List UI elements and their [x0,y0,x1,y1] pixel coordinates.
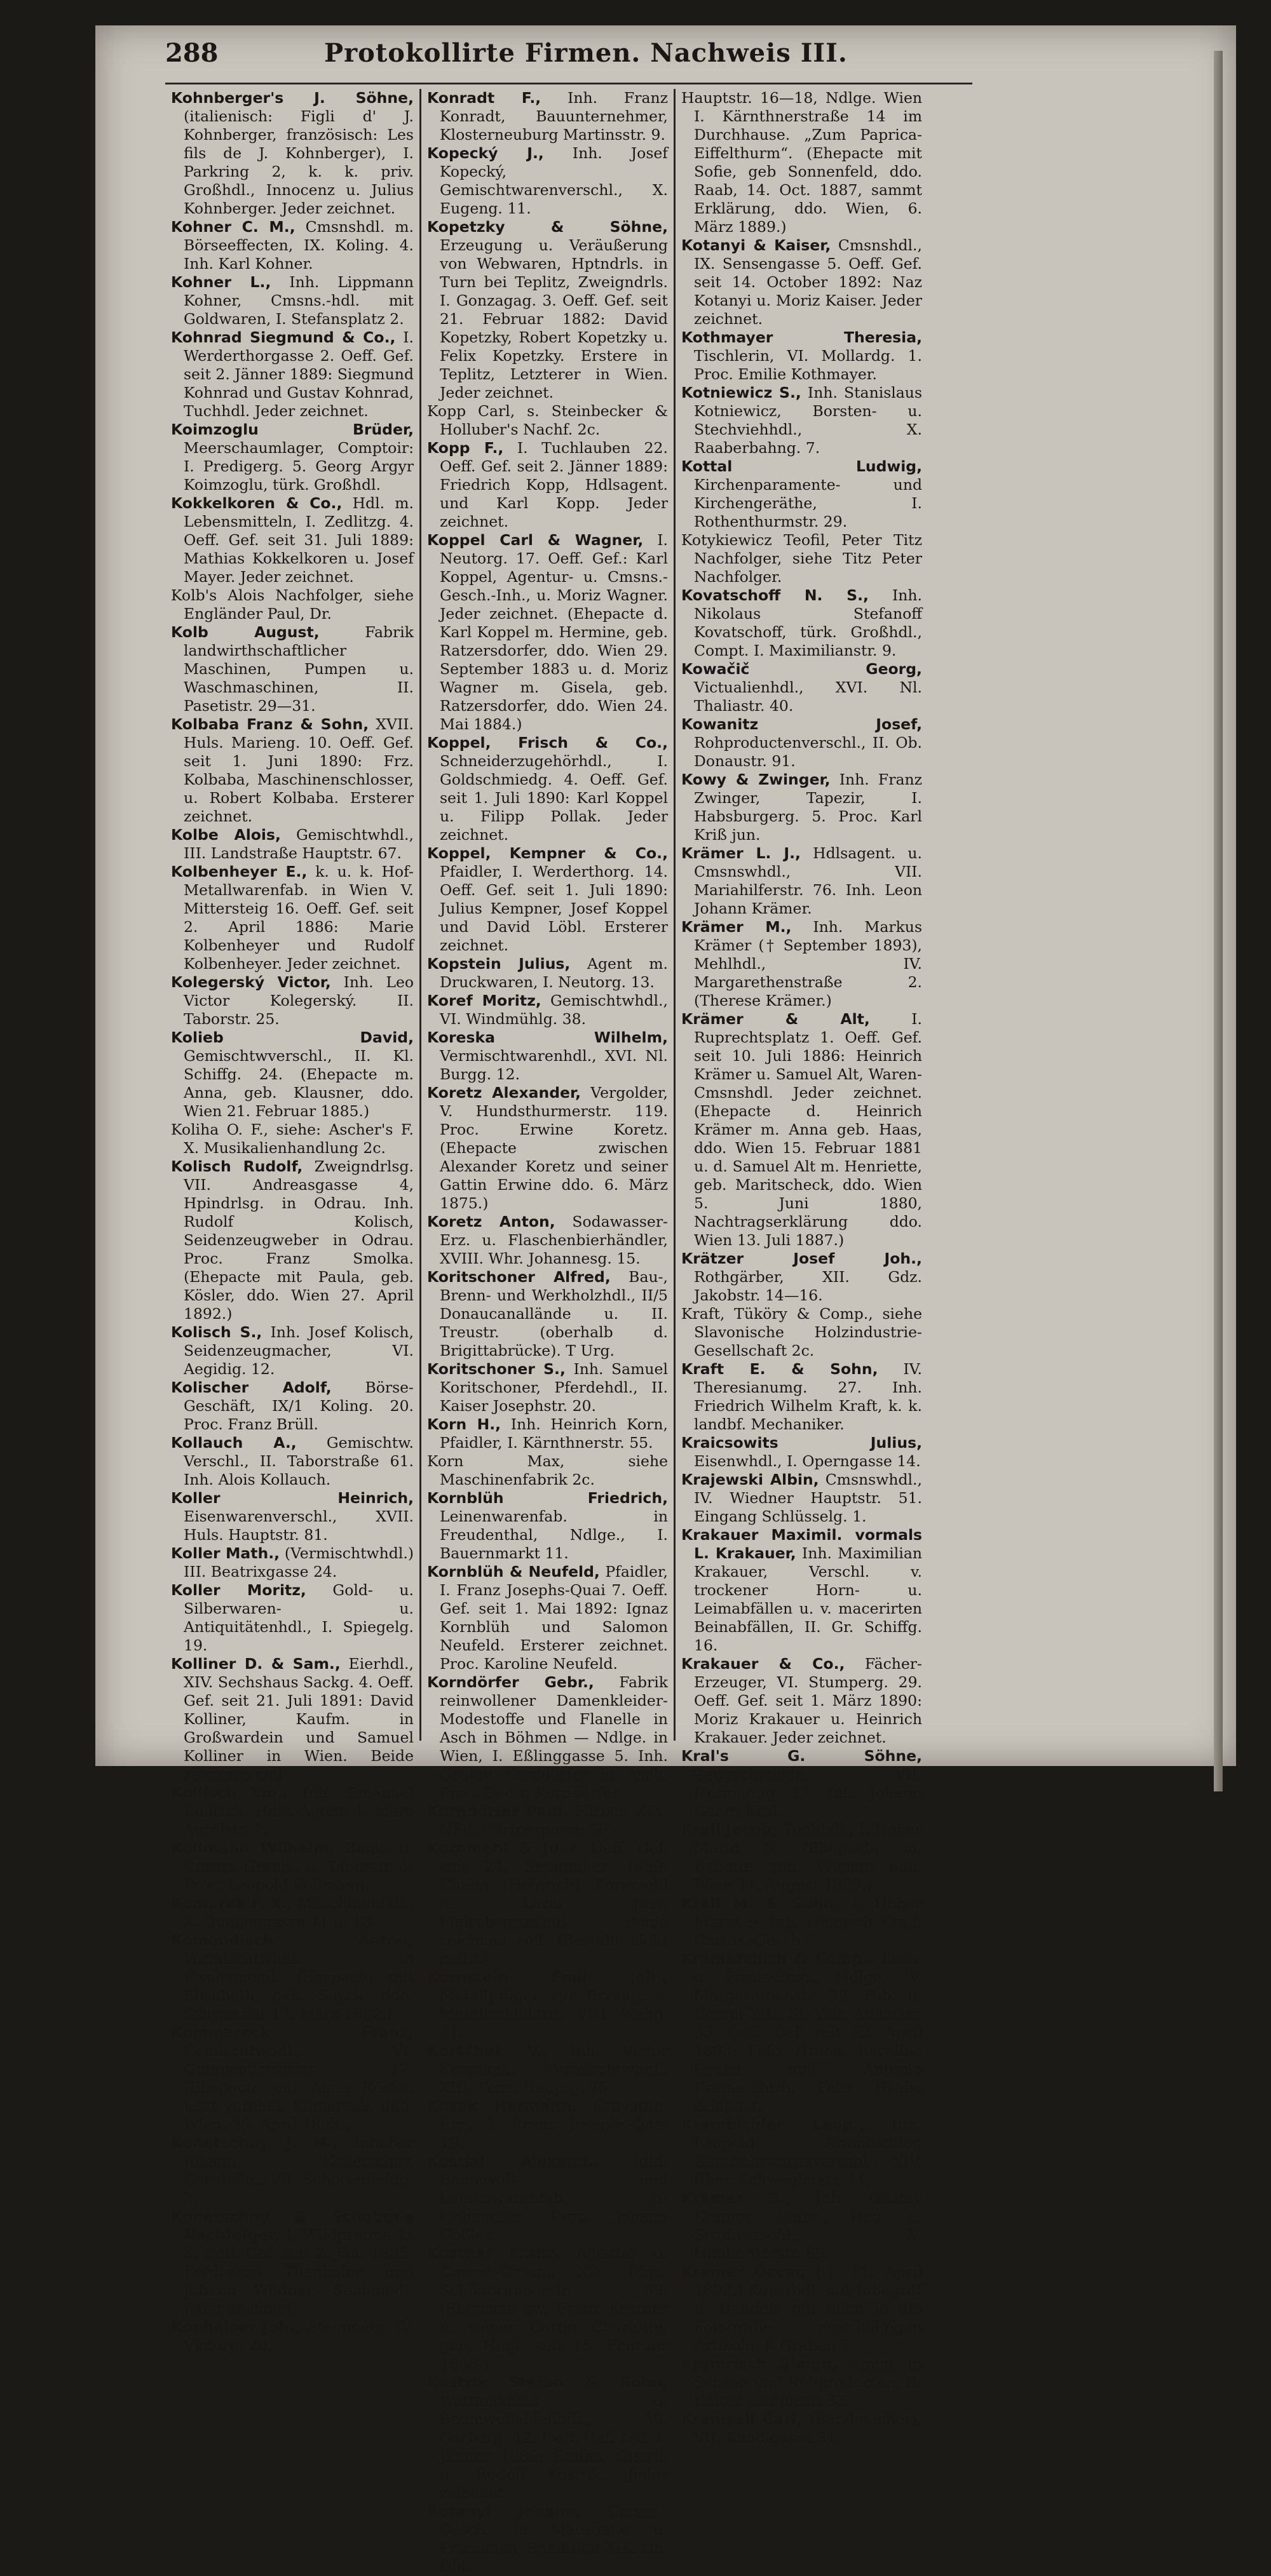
firm-name: Kohner C. M., [171,218,296,236]
firm-details: Bau-, Brenn- und Werkholzhdl., II/5 Donaucanallände u. II. Treustr. (oberhalb d. Brigittabrücke). T Urg. [440,1268,668,1359]
firm-details: Gemischtwverschl., II. Kl. Schiffg. 24. (Ehepacte m. Anna, geb. Klausner, ddo. Wien 21. Februar 1885.) [184,1047,414,1120]
firm-name: Kraft E. & Sohn, [681,1360,878,1378]
firm-name: Kolischer Adolf, [171,1379,332,1396]
firm-details: XVII. Huls. Marieng. 10. Oeff. Gef. seit 1. Juni 1890: Frz. Kolbaba, Maschinenschlosser, u. Robert Kolbaba. Ersterer zeichnet. [184,715,414,825]
firm-name: Koretz Anton, [427,1213,555,1231]
firm-entry [171,1784,414,1839]
firm-entry [681,1526,922,1655]
firm-entry [171,1028,414,1121]
firm-name: Kottal Ludwig, [681,457,922,475]
firm-entry [171,863,414,973]
column-1 [165,89,419,2354]
firm-details: Victualienhdl., XVI. Nl. Thaliastr. 40. [694,678,922,715]
firm-entry [681,1894,922,1950]
firm-entry [427,1968,668,2042]
firm-entry [681,457,922,531]
firm-entry [681,1471,922,1526]
firm-entry [427,531,668,734]
firm-details: Vermischtwarenhdl., XVI. Nl. Burgg. 12. [440,1047,668,1083]
firm-entry [427,2042,668,2097]
firm-entry [171,273,414,328]
firm-entry [171,2208,414,2318]
firm-name: Koref Moritz, [427,992,541,1009]
firm-details: Gemischtwhdl., VI. Gumpendorferstr. 17. (Ehepacte mit Anna Rösler, jetzt verehel. Komareck, ddo. Wien, 25. April 1893.) [184,2042,414,2133]
firm-name: Kohner L., [171,273,271,291]
firm-entry [681,2115,922,2189]
firm-name: Korn H., [427,1415,501,1433]
firm-entry [681,1821,922,1894]
firm-details: Hdlsagent. u. Cmsnswhdl., VII. Mariahilferstr. 76. Inh. Leon Johann Krämer. [694,844,922,917]
firm-details: Inh. Stanislaus Kotniewicz, Borsten- u. Stechviehhdl., X. Raaberbahng. 7. [694,384,922,457]
firm-entry [427,1839,668,1968]
firm-details: I. Werderthorgasse 2. Oeff. Gef. seit 2. Jänner 1889: Siegmund Kohnrad und Gustav Kohnrad, Tuchhdl. Jeder zeichnet. [184,328,414,420]
firm-name: Korndörfer Paul, [427,1802,569,1820]
firm-details: k. u. k. Hof-Metallwarenfab. in Wien V. Mittersteig 16. Oeff. Gef. seit 2. April 1886: Marie Kolbenheyer und Rudolf Kolbenheyer. Jeder zeichnet. [184,863,414,973]
firm-name: Kopetzky & Söhne, [427,218,668,236]
firm-name: Kopp F., [427,439,504,457]
firm-name: Kral's G. Söhne, [681,1747,922,1765]
firm-name: Kokkelkoren & Co., [171,494,343,512]
firm-entry [681,236,922,328]
firm-details: Pfaidler, I. Franz Josephs-Quai 7. Oeff. Gef. seit 1. Mai 1892: Ignaz Kornblüh und Salomon Neufeld. Ersterer zeichnet. Proc. Karoline Neufeld. [440,1563,668,1673]
firm-details: Gold- u. Silberwaren- u. Antiquitätenhdl., I. Spiegelg. 19. [184,1581,414,1654]
firm-entry [171,826,414,863]
firm-details: Cmsnswhdl., IV. Wiedner Hauptstr. 51. Eingang Schlüsselg. 1. [694,1471,922,1525]
firm-entry [681,2263,922,2355]
firm-name: Koreska Wilhelm, [427,1028,668,1046]
firm-name: Koppel, Frisch & Co., [427,734,668,752]
firm-entry [171,1544,414,1581]
firm-entry [681,715,922,771]
firm-name: Kotniewicz S., [681,384,801,401]
firm-entry [427,89,668,144]
firm-details: Kopp Carl, s. Steinbecker & Holluber's Nachf. 2c. [427,402,668,438]
firm-entry [171,218,414,273]
firm-details: Fächer-Erzeuger, VI. Stumperg. 29. Oeff. Gef. seit 1. März 1890: Moriz Krakauer u. Heinrich Krakauer. Jeder zeichnet. [694,1655,922,1746]
firm-name: Kornblüh Friedrich, [427,1489,668,1507]
firm-details: Gemischtwhdl., VI. Windmühlg. 38. [440,992,668,1028]
firm-details: (Bandmacher), VII. Kandlgasse 31. [694,2410,922,2446]
firm-name: Krämer L. J., [681,844,801,862]
firm-entry [427,218,668,402]
firm-name: Krall Jacob, [681,1821,778,1838]
firm-details: Meerschaumlager, Comptoir: I. Predigerg. 5. Georg Argyr Koimzoglu, türk. Großhdl. [184,439,414,494]
firm-name: Kostrik Stefan & Sohn, [427,2373,668,2391]
firm-details: Oeff. Gef. seit 24. September 1889: Chaim (Heinrich) Kornmehl u. Lazar Juer, Fleischcmsnshdl. Beide zeichnen coll. (Besteht nicht mehr.) [440,1839,668,1967]
firm-name: Kolbaba Franz & Sohn, [171,715,369,733]
firm-entry [427,1489,668,1563]
firm-details: Cmsns.-Gesch. in Materialw. u. Producten, Spedition XIX. Ob. Dbl. [440,2502,668,2575]
firm-entry [427,1028,668,1084]
firm-name: Komendisch Anton, [171,1931,414,1949]
firm-entry [427,1452,668,1489]
firm-name: Krakauer Maximil. vormals L. Krakauer, [681,1526,922,1562]
firm-details: Inh. Leopold Krambichler, Gemischtwarenverschl., XIV. Rhm. Schweglerstr. 11. [694,2115,922,2188]
firm-details: Börse-Geschäft, IX/1 Koling. 20. Proc. Franz Brüll. [184,1379,414,1433]
firm-details: Steinmetz, IV. Victorg. 20. [184,2318,414,2354]
firm-details: I. Neutorg. 17. Oeff. Gef.: Karl Koppel, Agentur- u. Cmsns.-Gesch.-Inh., u. Moriz Wagner. Jeder zeichnet. (Ehepacte d. Karl Koppel m. Hermine, geb. Ratzersdorfer, ddo. Wien 29. September 1883 u. d. Moriz Wagner m. Gisela, geb. Ratzersdorfer, ddo. Wien 24. Mai 1884.) [440,531,668,733]
firm-entry [681,1747,922,1821]
firm-details: Cravaten-Erz., I. Franz Josephs-Quai 19. [440,2097,668,2152]
firm-entry [171,2318,414,2355]
firm-details: Eisenwarenverschl., XVII. Huls. Hauptstr. 81. [184,1507,414,1544]
firm-name: Kolliner D. & Sam., [171,1655,341,1673]
firm-name: Korndörfer Gebr., [427,1673,594,1691]
firm-entry [171,2134,414,2208]
firm-details: Eisenwhdl., I. Operngasse 14. [694,1452,921,1470]
firm-entry [171,2023,414,2134]
firm-entry [681,2355,922,2410]
firm-entry [681,1434,922,1471]
firm-name: Krätzer Josef Joh., [681,1250,922,1267]
firm-entry [171,1931,414,2023]
firm-name: Koritschoner Alfred, [427,1268,611,1286]
firm-entry [171,586,414,623]
firm-details: IV. Theresianumg. 27. Inh. Friedrich Wilhelm Kraft, k. k. landbf. Mechaniker. [694,1360,922,1433]
firm-details: Inh. Gustav Kramer, Hafer-, Heu- u. Strohverschl., X. Himbergerstr. 69. [694,2189,922,2262]
firm-entry [681,844,922,918]
firm-entry [427,1802,668,1839]
firm-details: Vermischtwhdl. in Fischamend. (Ehepacte mit Elisabeth, geb. Sayek, ddo. Schwechat 17. März 1882.) [184,1950,414,2023]
firm-entry [681,1655,922,1747]
firm-name: Kopecký J., [427,144,544,162]
header-rule [165,83,972,84]
firm-entry [681,1360,922,1434]
firm-name: Kolbe Alois, [171,826,281,844]
firm-name: Komarek F. X., [171,1894,293,1912]
firm-details: Lack- u. Firnis-Erzg., Ndlge. IV. Margarethenstr. 39, Fab. u. Compt XIII. St. Veit, Auhofstr. 33. Oeff. Gef. seit 22. April 1893: Felix Hraba, Karoline Hraba und Antonia Kramarzhizh. Felix Hraba zeichnet. [694,1950,922,2115]
firm-entry [427,1213,668,1268]
firm-entry [171,1434,414,1489]
firm-details: Kirchenparamente- und Kirchengeräthe, I. Rothenthurmstr. 29. [694,476,922,530]
firm-entry [681,771,922,844]
firm-details: I. Hoher Markt 9. Inh. Heinrich Krall, Cmsns.-Gesch. [694,1894,922,1949]
firm-details: († 11. April 1892.) Kunsthdl. mit Inbegriff d. Handels mit allen in die Fotografie einschlägigen Artikeln, I. Graben 7. [694,2263,922,2354]
firm-entry [681,1305,922,1360]
firm-name: Koller Math., [171,1544,280,1562]
firm-name: Kolisch Rudolf, [171,1157,303,1175]
firm-entry [427,1415,668,1452]
firm-details: Hdl. m. Lebensmitteln, I. Zedlitzg. 4. Oeff. Gef. seit 31. Juli 1889: Mathias Kokkelkoren u. Josef Mayer. Jeder zeichnet. [184,494,414,586]
document-page [95,25,1236,2575]
firm-entry [427,2244,668,2373]
firm-entry [171,623,414,715]
firm-entry [171,421,414,494]
firm-details: Inh. Josef Kopecký, Gemischtwarenverschl., X. Eugeng. 11. [440,144,668,217]
firm-name: Kopstein Julius, [427,955,571,973]
firm-details: Sodawasser-Erz. u. Flaschenbierhändler, XVIII. Whr. Johannesg. 15. [440,1213,668,1267]
firm-name: Konheiser Joh., [171,2318,301,2336]
firm-details: Bank- u. Cmsns.-Gesch., II. Taborstr. 4. Proc. Leopold Kollmann. [184,1839,414,1894]
firm-name: Konetschny & Schober's Nachfolger, [171,2208,414,2244]
firm-entry [681,660,922,715]
firm-entry [171,1894,414,1931]
firm-name: Kollmann Wilhelm, [171,1839,335,1857]
firm-entry [171,1489,414,1544]
firm-name: Kommareck Franz, [171,2023,414,2041]
page-title: Protokollirte Firmen. Nachweis III. [324,38,848,68]
firm-name: Kornblüh & Neufeld, [427,1563,600,1581]
firm-details: Erzeugung u. Veräußerung von Webwaren, Hptndrls. in Turn bei Teplitz, Zweigndrls. I. Gonzagag. 3. Oeff. Gef. seit 21. Februar 1882: David Kopetzky, Robert Kopetzky u. Felix Kopetzky. Erstere in Teplitz, Letzterer in Wien. Jeder zeichnet. [440,236,668,401]
firm-name: Koppel Carl & Wagner, [427,531,644,549]
firm-details: Maschinenfab., X. Quellengasse 11 u. 13. [184,1894,414,1931]
firm-name: Kosak Hermann, [427,2097,578,2115]
firm-entry [427,734,668,844]
firm-entry [171,1581,414,1655]
firm-entry [681,531,922,586]
firm-entry [171,715,414,826]
firm-name: Koretz Alexander, [427,1084,581,1102]
firm-name: Korschak V., [427,2042,548,2060]
firm-name: Kovatschoff N. S., [681,586,869,604]
firm-details: Eierhdl., XIV. Sechshaus Sackg. 4. Oeff. Gef. seit 21. Juli 1891: David Kolliner, Kaufm. in Großwardein und Samuel Kolliner in Wien. Beide zeichnen coll. [184,1655,414,1783]
firm-details: Kolb's Alois Nachfolger, siehe Engländer Paul, Dr. [171,586,414,623]
firm-entry [171,494,414,586]
firm-details: Färber, XIX. Nßd. Gärtnergasse 56. [440,1802,668,1838]
firm-entry [681,2189,922,2263]
firm-name: Koritschoner S., [427,1360,566,1378]
page-number: 288 [165,38,219,68]
firm-name: Kostner Franz, [427,2244,561,2262]
firm-details: Tischlerin, VI. Mollardg. 1. Proc. Emilie Kothmayer. [694,347,922,383]
firm-entry [681,384,922,457]
firm-details: Inh. Leo Victor Kolegerský. II. Taborstr. 25. [184,973,414,1028]
firm-name: Kraicsowits Julius, [681,1434,922,1452]
firm-name: Kramsall Carl, [681,2410,803,2428]
firm-details: Gemischtw. Verschl., II. Taborstraße 61. Inh. Alois Kollauch. [184,1434,414,1488]
firm-details: I. Ruprechtsplatz 1. Oeff. Gef. seit 10. Juli 1886: Heinrich Krämer u. Samuel Alt, Waren-Cmsnshdl. Jeder zeichnet. (Ehepacte d. Heinrich Krämer m. Anna geb. Haas, ddo. Wien 15. Februar 1881 u. d. Samuel Alt m. Henriette, geb. Maritscheck, ddo. Wien 5. Juni 1880, Nachtragserklärung ddo. Wien 13. Juli 1887.) [694,1010,922,1249]
firm-name: Kowačič Georg, [681,660,922,678]
firm-details: Inh. Samuel Koritschoner, Pferdehdl., II. Kaiser Josephstr. 20. [440,1360,668,1415]
firm-name: Kornmehl & Juer, [427,1839,581,1857]
firm-details: Agent m. Druckwaren, I. Neutorg. 13. [440,955,668,991]
firm-details: Fabrik reinwollener Damenkleider-Modestoffe und Flanelle in Asch in Böhmen — Ndlge. in Wien, I. Eßlinggasse 5. Inh. Gustav Korndörfer in Asch. Proc. Georg Korndörfer. [440,1673,668,1802]
firm-entry [427,2097,668,2152]
firm-entry [427,1673,668,1802]
firm-name: Krambichler Leop., [681,2115,864,2133]
firm-name: Koimzoglu Brüder, [171,421,414,438]
firm-entry [171,328,414,421]
firm-entry [427,1360,668,1415]
firm-entry [171,89,414,218]
firm-name: Koller Moritz, [171,1581,306,1599]
firm-details: Inhaber Johann Konetschny, Garnhdlg., VII. Schottenfeldg. 3. [184,2134,414,2207]
firm-details: (italienisch: Figli d' J. Kohnberger, französisch: Les fils de J. Kohnberger), I. Parkring 2, k. k. priv. Großhdl., Innocenz u. Julius Kohnberger. Jeder zeichnet. [184,107,414,217]
firm-name: Krämer & Alt, [681,1010,870,1028]
firm-entry [427,844,668,955]
firm-name: Kolieb David, [171,1028,414,1046]
firm-name: Kollauch A., [171,1434,297,1452]
firm-name: Kothmayer Theresia, [681,328,922,346]
firm-details: Inh. Heinrich Korn, Pfaidler, I. Kärnthnerstr. 55. [440,1415,668,1452]
firm-name: Koppel, Kempner & Co., [427,844,668,862]
firm-name: Konradt F., [427,89,541,107]
firm-details: Hauptstr. 16—18, Ndlge. Wien I. Kärnthnerstraße 14 im Durchhause. „Zum Paprica-Eiffelthurm“. (Ehepacte mit Sofie, geb Sonnenfeld, ddo. Raab, 14. Oct. 1887, sammt Erklärung, ddo. Wien, 6. März 1889.) [681,89,922,236]
firm-details: Inh. Franz Konradt, Bauunternehmer, Klosterneuburg Martinsstr. 9. [440,89,669,144]
firm-details: Zeugschmiede, VII. Hermanng. 11. Inh. Johann Georg Kral. [694,1765,922,1820]
firm-name: Koller Heinrich, [171,1489,414,1507]
firm-name: Kolbenheyer E., [171,863,308,880]
firm-name: Kostial Alexand., [427,2152,600,2170]
firm-name: Kowy & Zwinger, [681,771,831,788]
directory-columns [165,89,972,2575]
firm-details: Pfaidler, I. Werderthorg. 14. Oeff. Gef. seit 1. Juli 1890: Julius Kempner, Josef Koppel und David Löbl. Ersterer zeichnet. [440,863,668,954]
firm-name: Kohnrad Siegmund & Co., [171,328,396,346]
firm-entry [427,955,668,992]
firm-entry [427,2373,668,2502]
firm-details: Agentur u. Cmsns.-Gesch., XIV. Rhm. Schönbrunnerstr. 89. (Ehepacte zw. Franz Kostner u. seiner Gattin Charlotte, geb. Hugl, seit 15. Februar 1868.) [440,2244,668,2373]
firm-entry [681,1250,922,1305]
firm-name: Kolb August, [171,623,320,641]
firm-entry [427,144,668,218]
firm-details: Schneiderzugehörhdl., I. Goldschmiedg. 4. Oeff. Gef. seit 1. Juli 1890: Karl Koppel u. Filipp Pollak. Jeder zeichnet. [440,752,668,844]
firm-details: Cmsnshdl. m. Börseeffecten, IX. Koling. 4. Inh. Karl Kohner. [184,218,414,273]
firm-entry [427,402,668,439]
page-header [165,38,972,76]
firm-entry [427,1268,668,1360]
firm-details: Inh. Victor Korschak, Vermischtwhdl., XIII. Penz. Hauptg. 75. [440,2042,668,2096]
firm-name: Kramer Oscar, [681,2263,806,2281]
firm-name: Krajewski Albin, [681,1471,819,1488]
firm-name: Kolisch S., [171,1323,262,1341]
firm-entry [427,1563,668,1673]
firm-entry [427,2502,668,2576]
firm-details: Korn Max, siehe Maschinenfabrik 2c. [427,1452,668,1488]
column-2 [419,89,674,2575]
firm-details: Inh. Emanuel Kollisch, Hdls.-Agent, I. Marc Aurelstr. 7. [184,1784,414,1838]
firm-details: Wattamacher u. Baumwollabfallhdl., VI. Garberg. 12. Oeff. Gef. seit 1. Jänner 1889: Stefan Kostrik u. Rudolf Kostrik. Jeder zeichnet. [440,2392,668,2502]
firm-name: Krall M. & Sohn, [681,1894,840,1912]
firm-details: Koliha O. F., siehe: Ascher's F. X. Musikalienhandlung 2c. [171,1121,414,1157]
firm-name: Kramarzhizh & Comp., [681,1950,874,1967]
page-edge [1214,51,1223,1791]
firm-name: Krämer M., [681,918,792,936]
firm-details: Vergolder, V. Hundsthurmerstr. 119. Proc. Erwine Koretz. (Ehepacte zwischen Alexander Koretz und seiner Gattin Erwine ddo. 6. März 1875.) [440,1084,668,1212]
firm-details: Gemischtwhdl., III. Landstraße Hauptstr. 67. [184,826,414,862]
firm-details: Inh. Nikolaus Stefanoff Kovatschoff, türk. Großhdl., Compt. I. Maximilianstr. 9. [694,586,922,659]
firm-entry [171,1379,414,1434]
firm-entry [171,1839,414,1894]
firm-name: Kowanitz Josef, [681,715,922,733]
firm-entry [681,1950,922,2115]
firm-details: Inh. Maximilian Krakauer, Verschl. v. trockener Horn- u. Leimabfällen u. v. macerirten Beinabfällen, II. Gr. Schiffg. 16. [694,1544,922,1654]
firm-entry [171,1323,414,1379]
firm-entry [427,2152,668,2244]
firm-name: Krakauer & Co., [681,1655,845,1673]
firm-details: Kotykiewicz Teofil, Peter Titz Nachfolger, siehe Titz Peter Nachfolger. [681,531,922,586]
firm-entry [681,2410,922,2447]
firm-name: Kohnberger's J. Söhne, [171,89,414,107]
firm-entry [427,439,668,531]
firm-details: Inh. Franz Zwinger, Tapezir, I. Habsburgerg. 5. Proc. Karl Kriß jun. [694,771,922,844]
firm-details: Tuchhdl., I. Hoher Markt 9. (Ehepacte m. Babette geb. Wiener, ddo. Wien 11. August 1887.) [694,1821,922,1894]
firm-details: Cmsnshdl., IX. Sensengasse 5. Oeff. Gef. seit 14. October 1892: Naz Kotanyi u. Moriz Kaiser. Jeder zeichnet. [694,236,922,328]
firm-details: I. Wildpretmarkt 8. Oeff. Gef. seit 2. Jän. 1885: Ferdinand Thanhofer und Johann Wildner, Seidenhdl. Jeder zeichnet. [184,2226,414,2317]
firm-details: Fabrik landwirthschaftlicher Maschinen, Pumpen u. Waschmaschinen, II. Pasetistr. 29—31. [184,623,414,715]
firm-details: Inh. Markus Krämer († September 1893), Mehlhdl., IV. Margarethenstraße 2. (Therese Krämer.) [694,918,923,1009]
firm-entry [681,918,922,1010]
firm-entry [681,1010,922,1250]
firm-details: Rohproductenverschl., II. Ob. Donaustr. 91. [694,734,922,770]
firm-name: Kotanyi Johann, [427,2502,581,2520]
firm-details: Agent in Sensen und Rohproducten, II. Kaiser Josephstr. 33. [694,2355,923,2410]
firm-details: Kraft, Tüköry & Comp., siehe Slavonische Holzindustrie-Gesellschaft 2c. [681,1305,922,1359]
firm-name: Kramer G., [681,2189,792,2207]
firm-entry [427,1084,668,1213]
firm-details: Metallpräger zur Erzeug. v. Metallschildern, VI/1 Webg. 21. [440,1986,668,2041]
firm-details: Inh. Lippmann Kohner, Cmsns.-hdl. mit Goldwaren, I. Stefansplatz 2. [184,273,414,328]
firm-details: Zweigndrlsg. VII. Andreasgasse 4, Hpindrlsg. in Odrau. Inh. Rudolf Kolisch, Seidenzeugweber in Odrau. Proc. Franz Smolka. (Ehepacte mit Paula, geb. Kösler, ddo. Wien 27. April 1892.) [184,1157,414,1323]
firm-entry [681,89,922,236]
firm-entry [171,1655,414,1784]
column-3 [674,89,928,2446]
firm-entry [427,992,668,1028]
firm-name: Kollisch Em., [171,1784,289,1802]
firm-name: Kornstein Emil Joh., [427,1968,668,1986]
firm-entry [681,328,922,384]
firm-details: Rothgärber, XII. Gdz. Jakobstr. 14—16. [694,1268,922,1304]
firm-details: Leinenwarenfab. in Freudenthal, Ndlge., I. Bauernmarkt 11. [440,1507,668,1562]
firm-name: Konetschny J. N., [171,2134,338,2152]
firm-entry [171,973,414,1028]
firm-entry [681,586,922,660]
firm-name: Kotanyi & Kaiser, [681,236,831,254]
firm-entry [171,1121,414,1157]
firm-details: ldbf. Baumwoll- und Leinenwarenfab. zu Hohenelbe. Proc. Johann Gößler. [440,2152,668,2244]
firm-entry [171,1157,414,1323]
firm-details: (Vermischtwhdl.) III. Beatrixgasse 24. [184,1544,414,1581]
firm-details: Inh. Josef Kolisch, Seidenzeugmacher, VI. Aegidig. 12. [184,1323,414,1378]
firm-details: I. Tuchlauben 22. Oeff. Gef. seit 2. Jänner 1889: Friedrich Kopp, Hdlsagent. und Karl Kopp. Jeder zeichnet. [440,439,668,530]
firm-name: Kramrisch Simon, [681,2355,838,2373]
firm-name: Kolegerský Victor, [171,973,331,991]
